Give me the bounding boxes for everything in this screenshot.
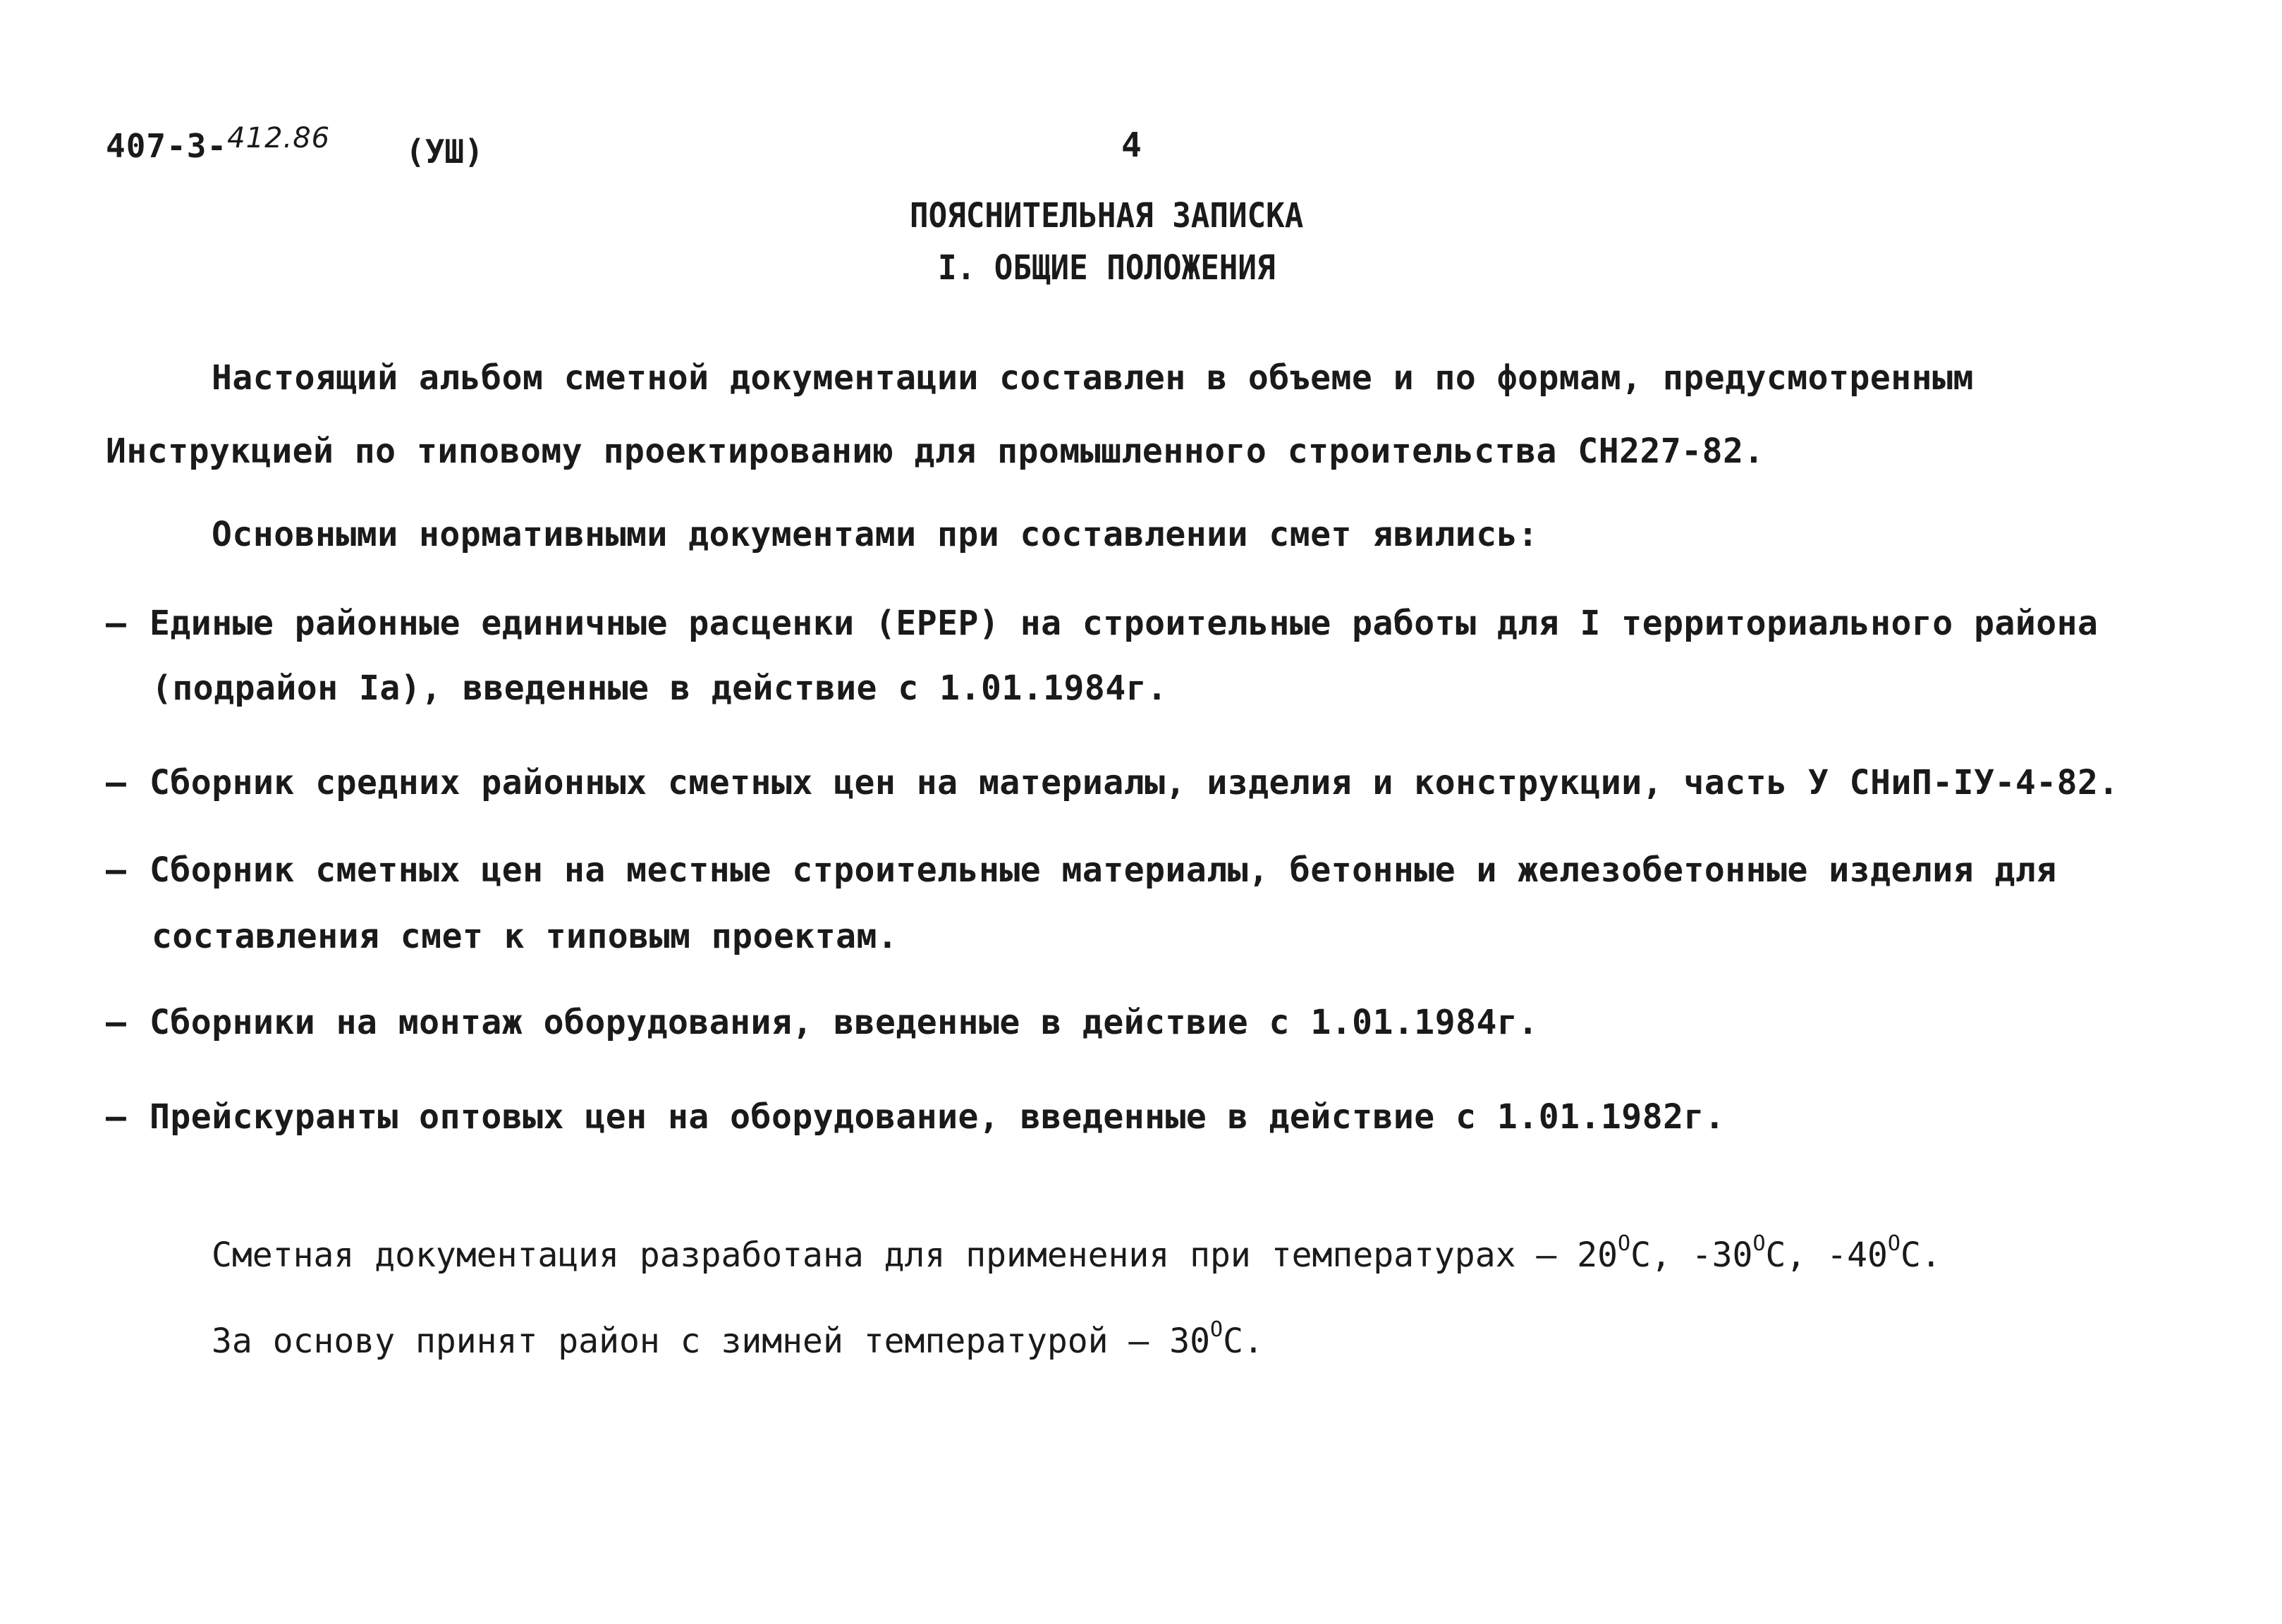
bullet-item-2-text: Сборник средних районных сметных цен на материалы, изделия и конструкции, часть У СНиП-IУ-4-82.: [150, 763, 2119, 802]
document-code: [106, 122, 331, 165]
page-number: 4: [1121, 126, 1142, 165]
basis-intro: Основными нормативными документами при составлении смет явились:: [212, 515, 1539, 554]
bullet-item-4-text: Сборники на монтаж оборудования, введенные в действие с 1.01.1984г.: [150, 1003, 1539, 1042]
section-heading: I. ОБЩИЕ ПОЛОЖЕНИЯ: [938, 248, 1276, 288]
temperature-paragraph-line-1: [212, 1231, 1941, 1275]
temperature-line-2-text: За основу принят район с зимней температурой – 30: [212, 1321, 1211, 1361]
temperature-line-1-text: Сметная документация разработана для применения при температурах – 20: [212, 1235, 1618, 1275]
bullet-item-2: [106, 763, 2119, 802]
degree-sign: О: [1618, 1231, 1631, 1256]
temperature-line-1-end: С.: [1900, 1235, 1941, 1275]
bullet-item-4: [106, 1003, 1539, 1042]
bullet-item-3-line-1: Сборник сметных цен на местные строительные материалы, бетонные и железобетонные изделия для: [150, 850, 2057, 890]
bullet-item-1-line-2: (подрайон Iа), введенные в действие с 1.01.1984г.: [152, 668, 1168, 708]
document-title: ПОЯСНИТЕЛЬНАЯ ЗАПИСКА: [910, 196, 1304, 236]
intro-paragraph-line-2: Инструкцией по типовому проектированию для промышленного строительства СН227-82.: [106, 432, 1764, 471]
bullet-item-3-line-2: составления смет к типовым проектам.: [152, 917, 898, 956]
document-code-handwritten: 412.86: [227, 122, 331, 154]
degree-sign: О: [1210, 1317, 1224, 1342]
bullet-marker: –: [106, 1097, 127, 1137]
bullet-marker: –: [106, 763, 127, 802]
bullet-item-5-text: Прейскуранты оптовых цен на оборудование, введенные в действие с 1.01.1982г.: [150, 1097, 1726, 1137]
degree-sign: О: [1887, 1231, 1900, 1256]
temperature-value-2: С, -30: [1630, 1235, 1753, 1275]
temperature-paragraph-line-2: [212, 1317, 1264, 1361]
degree-sign: О: [1752, 1231, 1766, 1256]
bullet-marker: –: [106, 1003, 127, 1042]
sheet-reference: (УШ): [405, 133, 484, 171]
temperature-value-3: С, -40: [1765, 1235, 1888, 1275]
bullet-marker: –: [106, 604, 127, 643]
temperature-line-2-end: С.: [1223, 1321, 1264, 1361]
bullet-item-1: [106, 604, 2098, 643]
bullet-marker: –: [106, 850, 127, 890]
bullet-item-1-line-1: Единые районные единичные расценки (ЕРЕР) на строительные работы для I территориального района: [150, 604, 2099, 643]
bullet-item-3: [106, 850, 2057, 890]
bullet-item-5: [106, 1097, 1725, 1137]
intro-paragraph-line-1: Настоящий альбом сметной документации составлен в объеме и по формам, предусмотренным: [212, 358, 1974, 398]
document-code-printed: 407-3-: [106, 127, 228, 165]
